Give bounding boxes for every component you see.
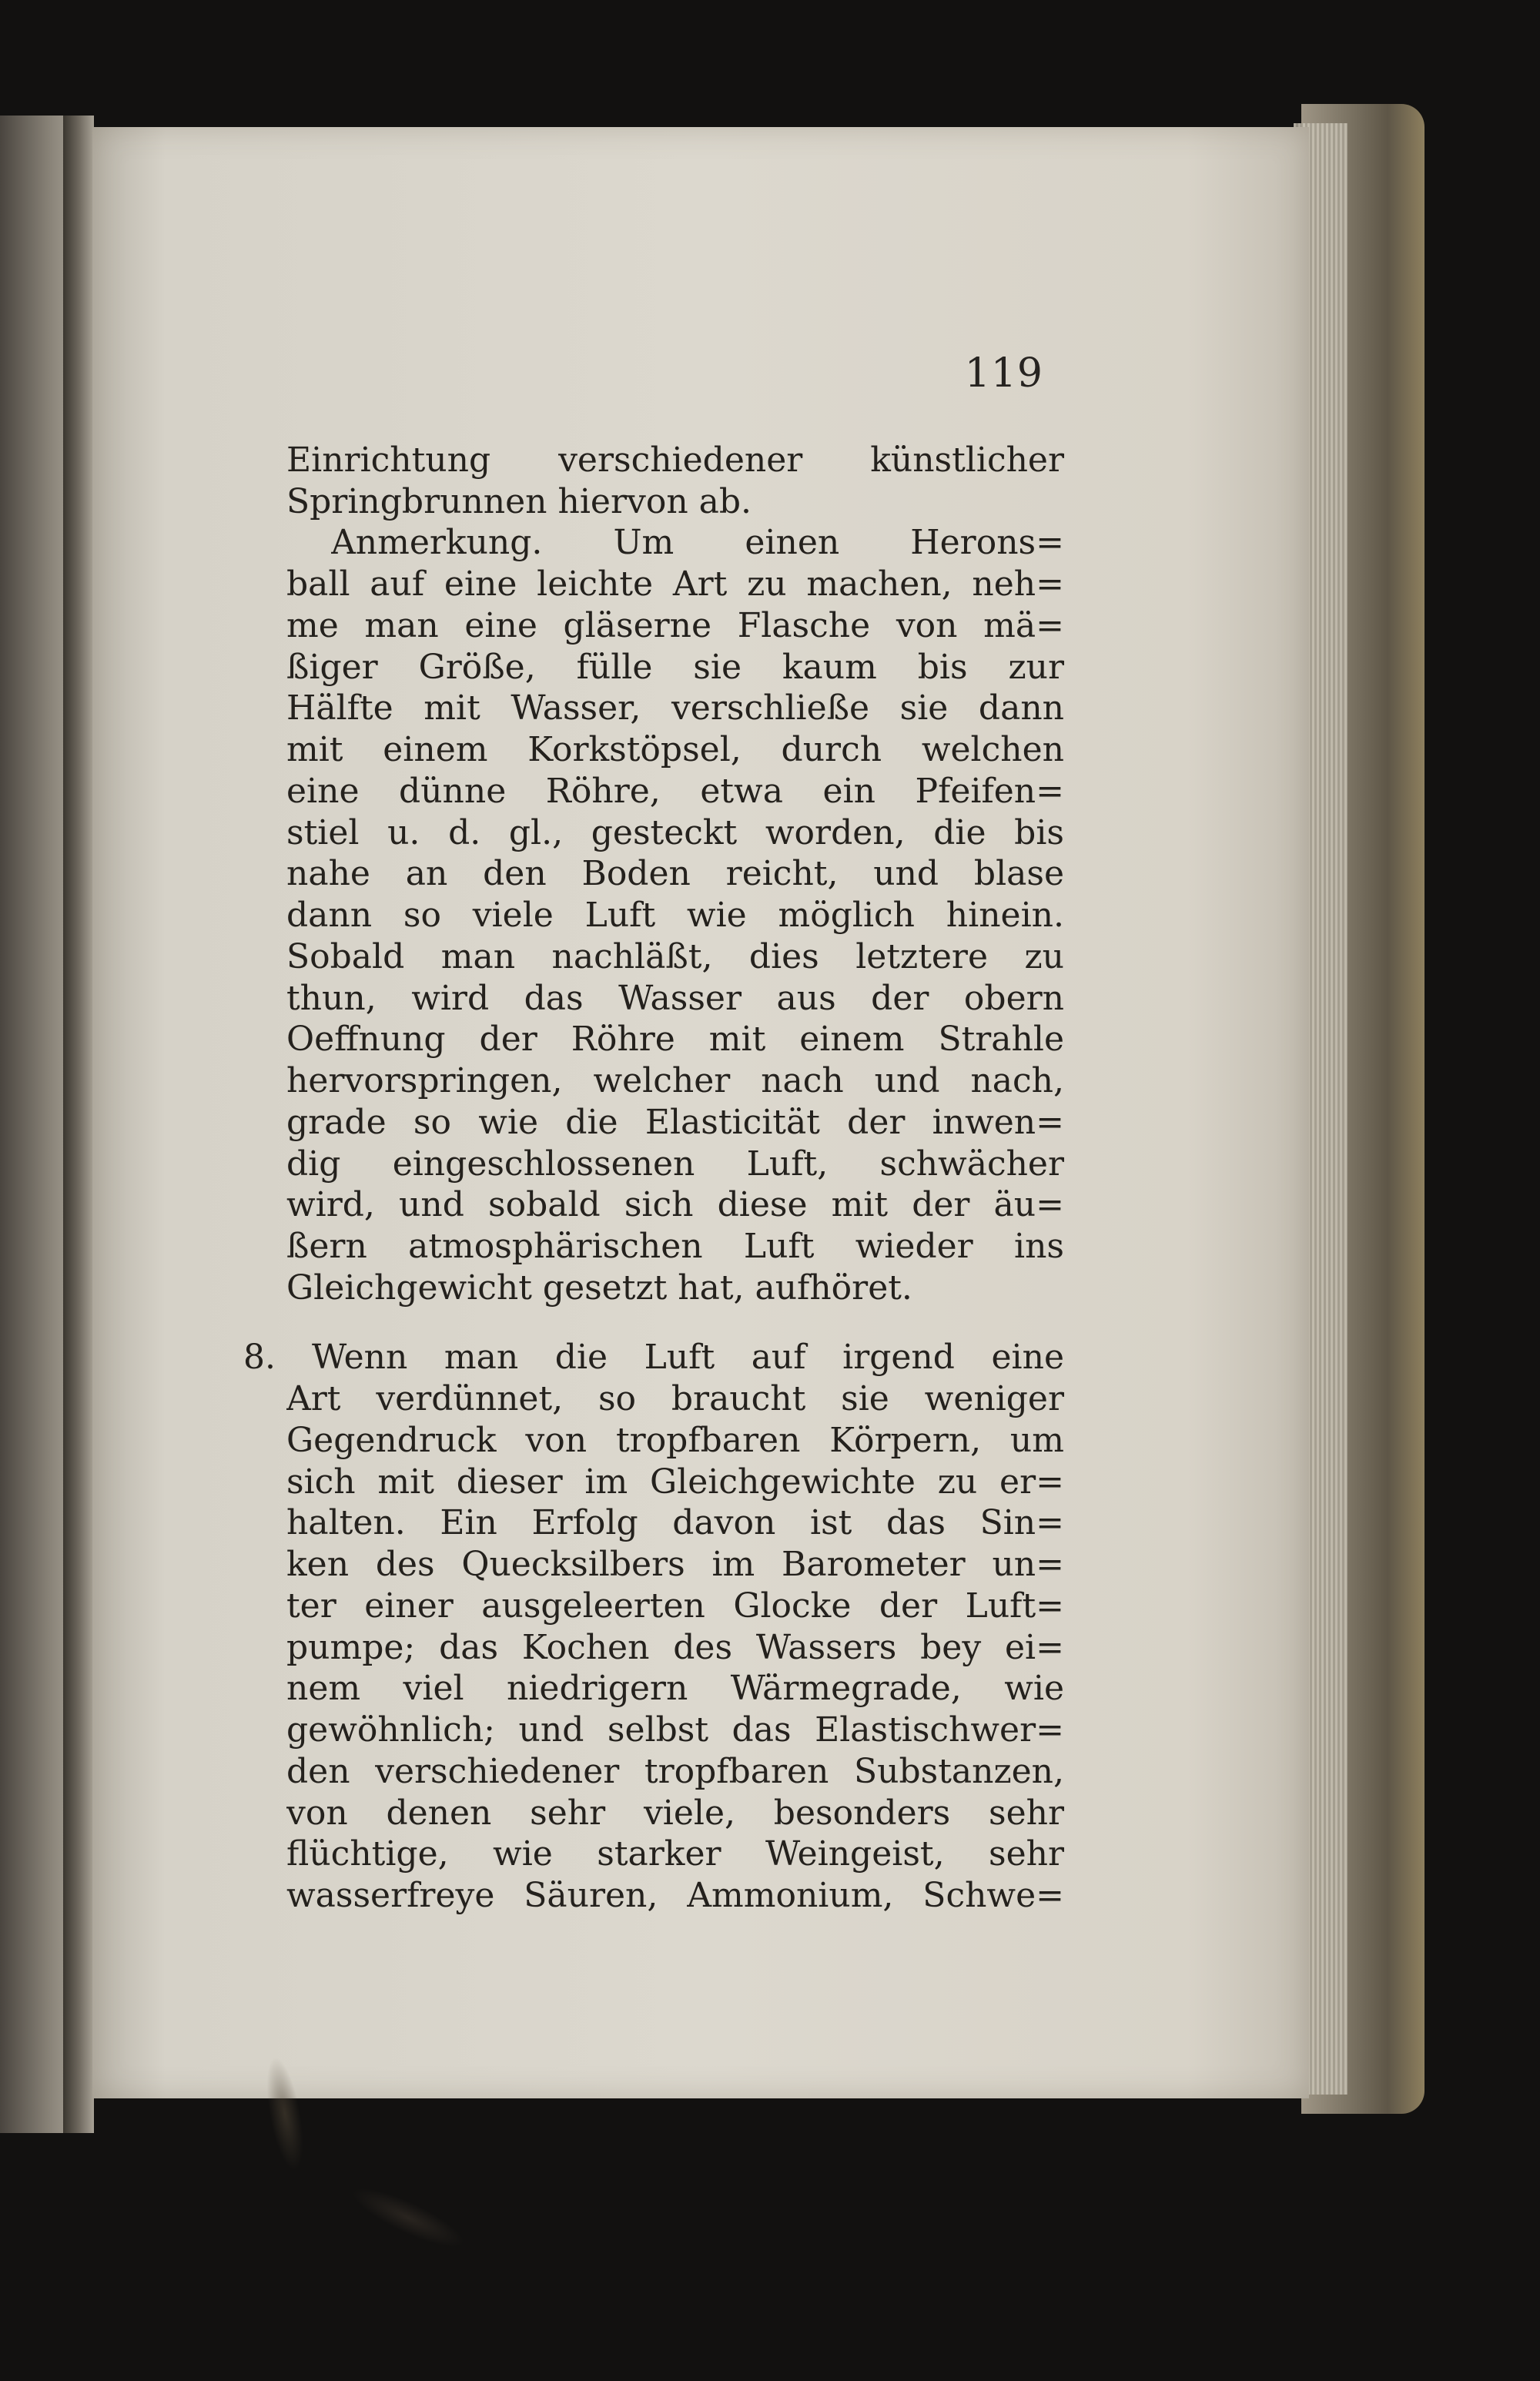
text-line: hervorspringen, welcher nach und nach,	[286, 1061, 1064, 1100]
text-line: dann so viele Luft wie möglich hinein.	[286, 896, 1064, 935]
book-gutter	[63, 116, 94, 2133]
text-line: Gegendruck von tropfbaren Körpern, um	[286, 1421, 1064, 1460]
text-line: flüchtige, wie starker Weingeist, sehr	[286, 1834, 1064, 1874]
text-line: ken des Quecksilbers im Barometer un=	[286, 1545, 1064, 1584]
text-line: halten. Ein Erfolg davon ist das Sin=	[286, 1503, 1064, 1542]
text-line: wird, und sobald sich diese mit der äu=	[286, 1185, 1064, 1224]
text-line: Anmerkung. Um einen Herons=	[331, 523, 1064, 562]
page-number: 119	[964, 350, 1043, 397]
text-line: ßern atmosphärischen Luft wieder ins	[286, 1227, 1064, 1266]
text-line: Einrichtung verschiedener künstlicher	[286, 440, 1064, 480]
text-line: wasserfreye Säuren, Ammonium, Schwe=	[286, 1876, 1064, 1915]
text-line: ter einer ausgeleerten Glocke der Luft=	[286, 1586, 1064, 1626]
text-line: nahe an den Boden reicht, und blase	[286, 854, 1064, 893]
text-line: stiel u. d. gl., gesteckt worden, die bis	[286, 813, 1064, 852]
text-line: Springbrunnen hiervon ab.	[286, 482, 752, 521]
text-line: den verschiedener tropfbaren Substanzen,	[286, 1752, 1064, 1791]
text-line: Wenn man die Luft auf irgend eine	[312, 1338, 1064, 1377]
text-line: mit einem Korkstöpsel, durch welchen	[286, 730, 1064, 769]
text-line: me man eine gläserne Flasche von mä=	[286, 606, 1064, 645]
text-line: gewöhnlich; und selbst das Elastischwer=	[286, 1710, 1064, 1750]
text-line: Oeffnung der Röhre mit einem Strahle	[286, 1020, 1064, 1059]
text-line: nem viel niedrigern Wärmegrade, wie	[286, 1669, 1064, 1708]
text-line: dig eingeschlossenen Luft, schwächer	[286, 1144, 1064, 1184]
text-line: eine dünne Röhre, etwa ein Pfeifen=	[286, 772, 1064, 811]
text-line: thun, wird das Wasser aus der obern	[286, 979, 1064, 1018]
text-line: ball auf eine leichte Art zu machen, neh=	[286, 564, 1064, 604]
text-line: Sobald man nachläßt, dies letztere zu	[286, 937, 1064, 976]
text-line: Hälfte mit Wasser, verschließe sie dann	[286, 688, 1064, 728]
text-line: Gleichgewicht gesetzt hat, aufhöret.	[286, 1268, 912, 1308]
text-line: Art verdünnet, so braucht sie weniger	[286, 1379, 1064, 1418]
text-line: ßiger Größe, fülle sie kaum bis zur	[286, 648, 1064, 687]
text-line: von denen sehr viele, besonders sehr	[286, 1793, 1064, 1833]
section-number: 8.	[243, 1338, 276, 1377]
text-line: grade so wie die Elasticität der inwen=	[286, 1103, 1064, 1142]
text-line: pumpe; das Kochen des Wassers bey ei=	[286, 1628, 1064, 1667]
text-line: sich mit dieser im Gleichgewichte zu er=	[286, 1462, 1064, 1502]
